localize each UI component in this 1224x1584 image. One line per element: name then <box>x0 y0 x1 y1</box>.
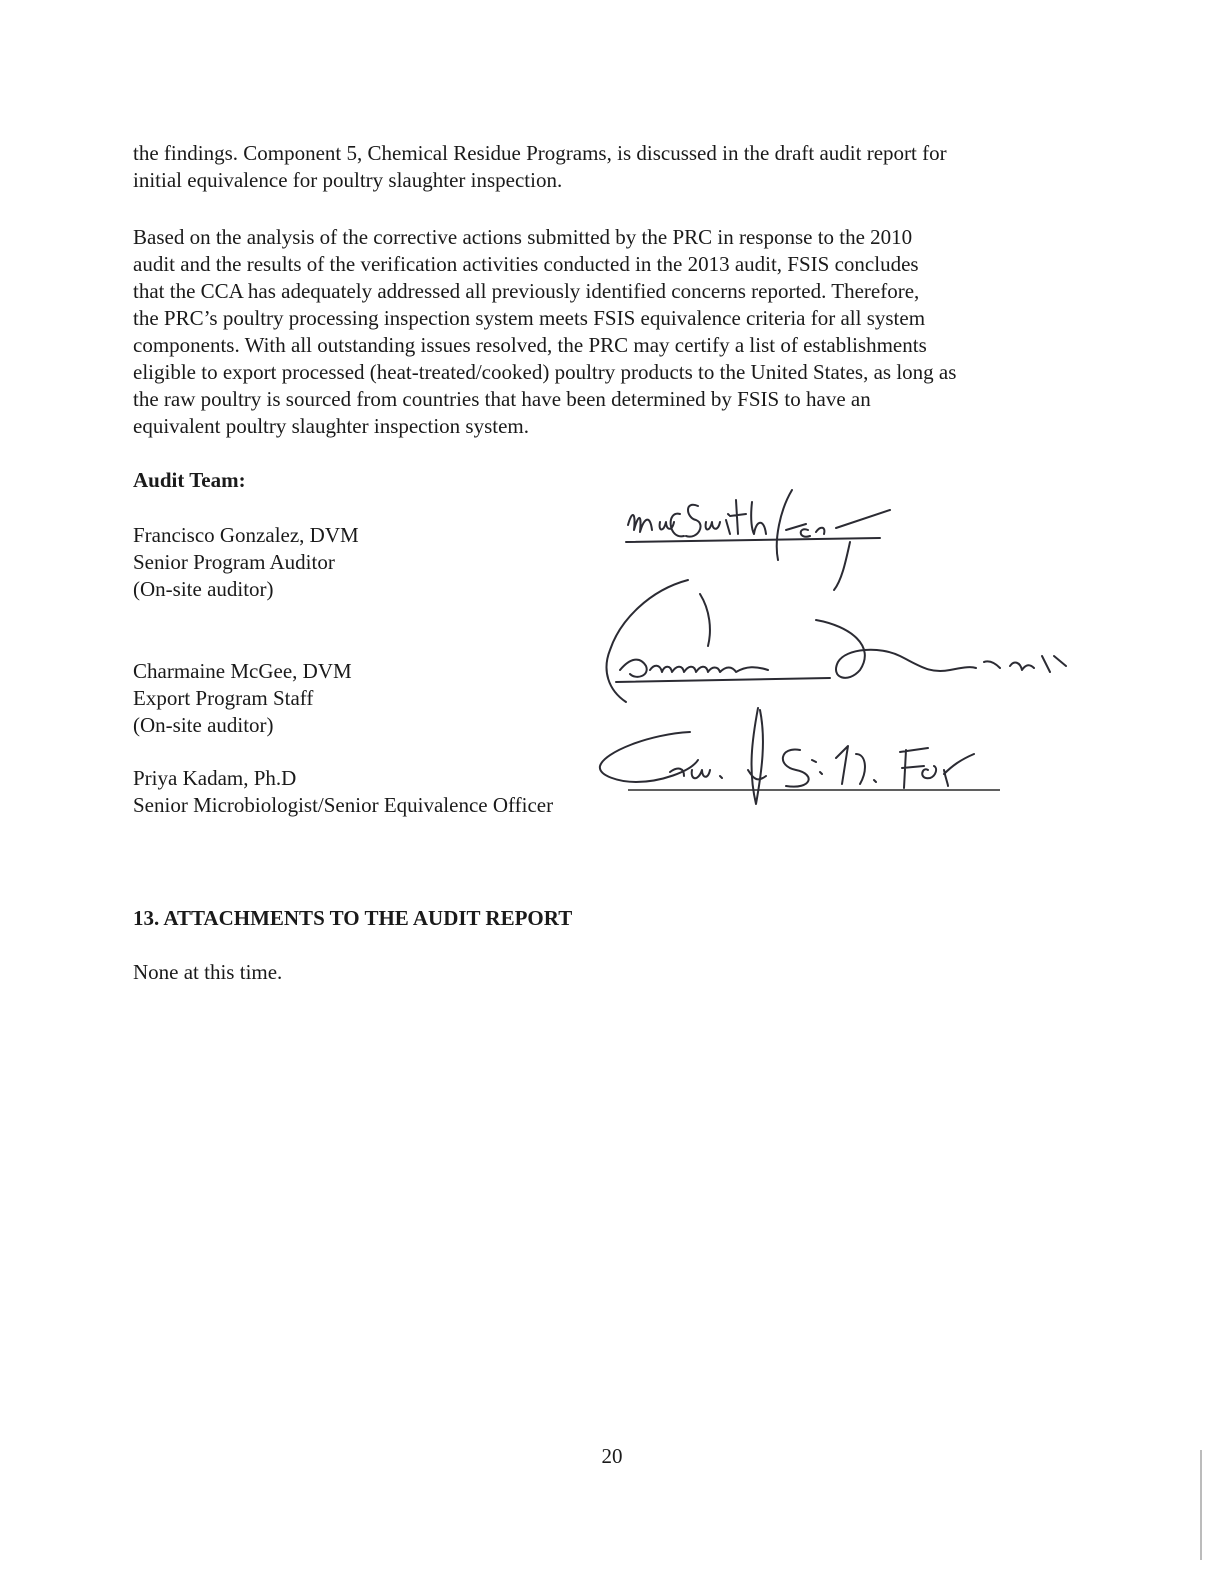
paragraph-findings: the findings. Component 5, Chemical Residue Programs, is discussed in the draft audit report for initial equivalence for poultry slaughter inspection. <box>133 141 947 192</box>
member-title: Senior Microbiologist/Senior Equivalence Officer <box>133 793 554 817</box>
page-number: 20 <box>601 1444 623 1468</box>
signature-smith-for <box>600 708 1000 804</box>
member-name: Francisco Gonzalez, DVM <box>133 523 359 547</box>
member-name: Charmaine McGee, DVM <box>133 659 352 683</box>
paragraph-conclusion: Based on the analysis of the corrective actions submitted by the PRC in response to the 2010 audit and the results of the verification activities conducted in the 2013 audit, FSIS concludes that the CCA has adequately addressed all previously identified concerns reported. Therefore, the PRC’s poultry processing inspection system meets FSIS equivalence criteria for all system components. With all outstanding issues resolved, the PRC may certify a list of establishments eligible to export processed (heat-treated/cooked) poultry products to the United States, as long as the raw poultry is sourced from countries that have been determined by FSIS to have an equivalent poultry slaughter inspection system. <box>133 225 957 438</box>
member-title: Senior Program Auditor <box>133 550 335 574</box>
audit-team-heading: Audit Team: <box>133 468 246 492</box>
team-member-kadam <box>133 765 553 819</box>
signature-mcgee <box>607 580 1066 702</box>
member-role: (On-site auditor) <box>133 713 274 737</box>
member-name: Priya Kadam, Ph.D <box>133 766 297 790</box>
attachments-heading: 13. ATTACHMENTS TO THE AUDIT REPORT <box>133 906 573 930</box>
member-title: Export Program Staff <box>133 686 314 710</box>
attachments-text: None at this time. <box>133 960 283 984</box>
team-member-gonzalez <box>133 522 359 603</box>
signature-smith <box>626 490 890 590</box>
member-role: (On-site auditor) <box>133 577 274 601</box>
signature-block <box>580 470 1100 830</box>
scan-edge-mark <box>1200 1450 1202 1560</box>
team-member-mcgee <box>133 658 352 739</box>
